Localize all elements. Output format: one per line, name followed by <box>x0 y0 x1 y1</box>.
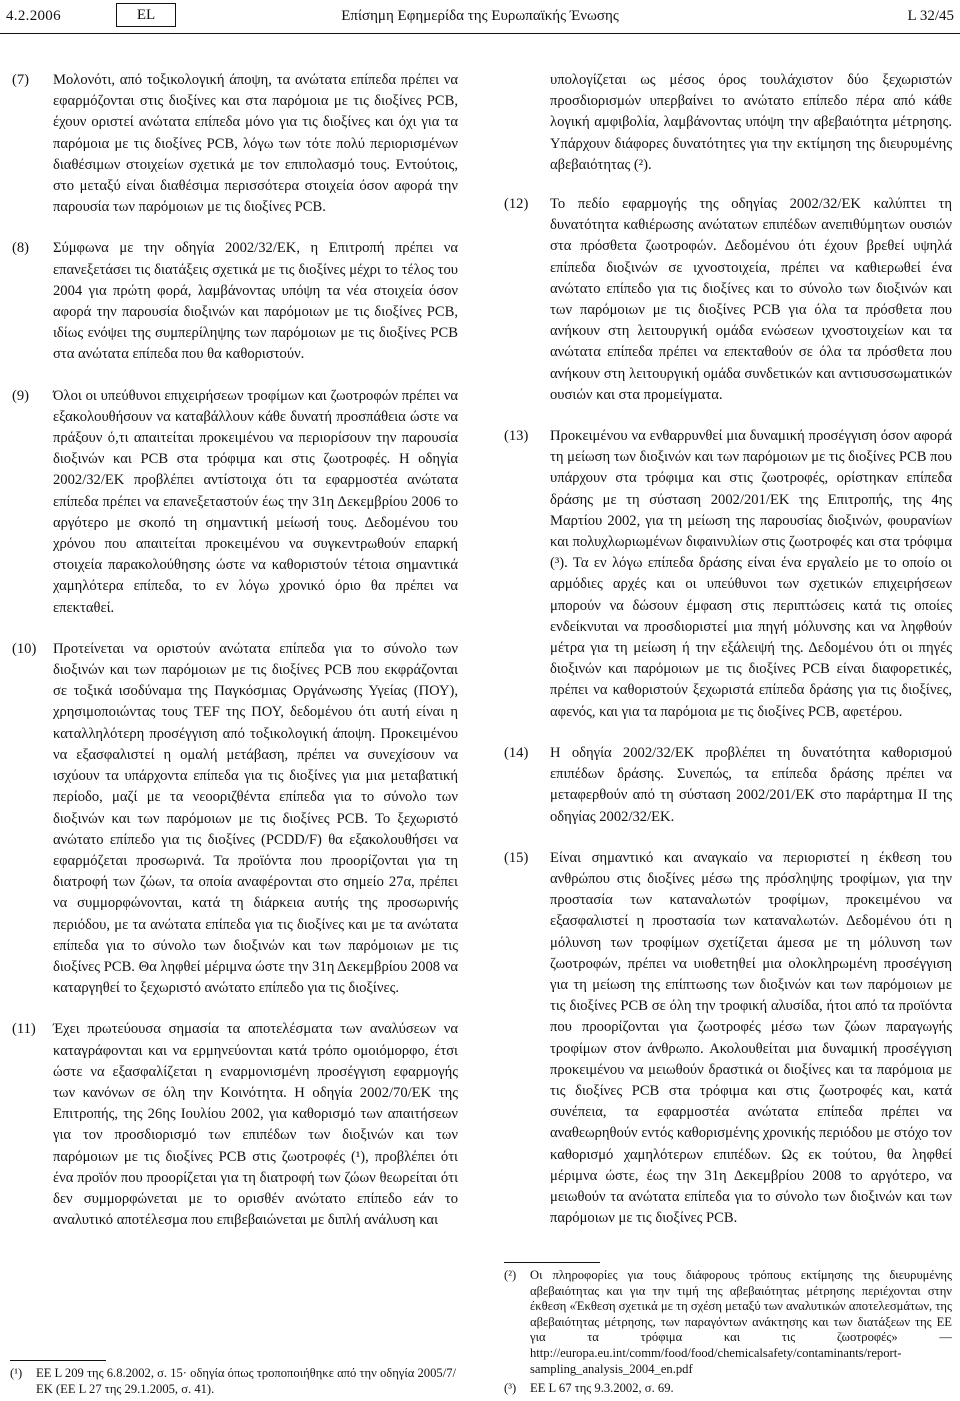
footnote-mark: (²) <box>504 1268 517 1282</box>
recital-text: Μολονότι, από τοξικολογική άποψη, τα ανώτατα επίπεδα πρέπει να εφαρμόζονται στις διοξίνες και στα παρόμοια με τις διοξίνες PCB, έχουν οριστεί ανώτατα επίπεδα μόνο για τις διοξίνες και όχι για τα παρόμοια με τις διοξίνες PCB, λόγω των τότε πολύ περιορισμένων διαθέσιμων στοιχείων σχετικά με τον επιπολασμό τους. Εντούτοις, στο μεταξύ είναι διαθέσιμα περισσότερα στοιχεία όσον αφορά την παρουσία των παρόμοιων με τις διοξίνες PCB. <box>53 72 458 216</box>
recital-15 <box>504 848 952 1230</box>
language-box: EL <box>116 3 176 27</box>
footnote-text: ΕΕ L 67 της 9.3.2002, σ. 69. <box>530 1381 674 1396</box>
recital-text: Είναι σημαντικό και αναγκαίο να περιοριστεί η έκθεση του ανθρώπου στις διοξίνες μέσω της πρόσληψης τροφίμων, για την προστασία των καταναλωτών τροφίμων, προκειμένου να εξασφαλιστεί η προστασία των καταναλωτών. Δεδομένου ότι η μόλυνση των τροφίμων σχετίζεται άμεσα με τη μόλυνση των ζωοτροφών, πρέπει να υιοθετηθεί μια ολοκληρωμένη προσέγγιση για τη μείωση της επίπτωσης των διοξινών και των παρόμοιων με τις διοξίνες PCB σε όλη την τροφική αλυσίδα, ήτοι από τα προϊόντα που προορίζονται για ζωοτροφές μέσω των ζώων παραγωγής τροφίμων στον άνθρωπο. Ακολουθείται μια δυναμική προσέγγιση προκειμένου να μειωθούν δραστικά οι διοξίνες και τα παρόμοια με τις διοξίνες PCB στα τρόφιμα και στις ζωοτροφές και, κατά συνέπεια, τα εφαρμοστέα ανώτατα επίπεδα πρέπει να αναθεωρηθούν εντός καθορισμένης χρονικής περιόδου με στόχο τον καθορισμό χαμηλότερων επιπέδων. Ως εκ τούτου, θα ληφθεί μέριμνα ώστε, έως την 31η Δεκεμβρίου 2008 το αργότερο, να μειωθούν τα ανώτατα επίπεδα για το σύνολο των διοξινών και των παρόμοιων με τις διοξίνες PCB. <box>550 849 952 1227</box>
page-header <box>0 0 960 40</box>
footnote-mark: (¹) <box>10 1366 23 1380</box>
footnote-text: ΕΕ L 209 της 6.8.2002, σ. 15· οδηγία όπως τροποποιήθηκε από την οδηγία 2005/7/ΕΚ (ΕΕ L 27 της 29.1.2005, σ. 41). <box>36 1366 456 1396</box>
recital-number: (9) <box>12 387 30 404</box>
recital-10 <box>12 639 458 999</box>
right-footnotes <box>504 1262 952 1401</box>
footnote-3 <box>504 1381 952 1397</box>
recital-14 <box>504 743 952 828</box>
recital-number: (13) <box>504 428 529 445</box>
journal-title: Επίσημη Εφημερίδα της Ευρωπαϊκής Ένωσης <box>341 8 619 24</box>
footnote-rule <box>10 1360 106 1361</box>
recital-number: (12) <box>504 196 529 213</box>
recital-11-continuation: υπολογίζεται ως μέσος όρος τουλάχιστον δύο ξεχωριστών προσδιορισμών υπερβαίνει το ανώτατο επίπεδο πέρα από κάθε λογική αμφιβολία, λαμβάνοντας υπόψη την αβεβαιότητα μέτρησης. Υπάρχουν διάφορες δυνατότητες για την εκτίμηση της διευρυμένης αβεβαιότητας (²). <box>550 72 952 173</box>
header-rule <box>0 33 960 34</box>
recital-number: (7) <box>12 72 30 88</box>
recital-7 <box>12 70 458 218</box>
recital-number: (11) <box>12 1021 36 1038</box>
recital-9 <box>12 386 458 619</box>
recital-text: Η οδηγία 2002/32/ΕΚ προβλέπει τη δυνατότητα καθορισμού επιπέδων δράσης. Συνεπώς, τα επίπεδα δράσης πρέπει να μεταφερθούν από τη σύσταση 2002/201/ΕΚ στο παράρτημα ΙΙ της οδηγίας 2002/32/ΕΚ. <box>550 744 952 825</box>
footnote-rule <box>504 1262 600 1263</box>
recital-13 <box>504 426 952 723</box>
recital-number: (8) <box>12 240 30 257</box>
recital-8 <box>12 238 458 365</box>
recital-text: Σύμφωνα με την οδηγία 2002/32/ΕΚ, η Επιτροπή πρέπει να επανεξετάσει τις διατάξεις σχετικά με τις διοξίνες μέχρι το τέλος του 2004 για πρώτη φορά, λαμβάνοντας υπόψη τα νέα στοιχεία όσον αφορά την παρουσία διοξινών και παρόμοιων με τις διοξίνες PCB, ιδίως ενόψει της συμπερίληψης των παρόμοιων με τις διοξίνες PCB στα ανώτατα επίπεδα που θα καθοριστούν. <box>53 240 458 363</box>
footnote-mark: (³) <box>504 1381 517 1396</box>
right-column <box>504 70 952 1249</box>
recital-text: Το πεδίο εφαρμογής της οδηγίας 2002/32/ΕΚ καλύπτει τη δυνατότητα καθιέρωσης ανώτατων επιπέδων ανεπιθύμητων ουσιών στα πρόσθετα ζωοτροφών. Δεδομένου ότι έχουν βρεθεί υψηλά επίπεδα διοξινών σε ιχνοστοιχεία, πρέπει να καθιερωθεί ένα ανώτατο επίπεδο για τις διοξίνες και το σύνολο των διοξινών και των παρόμοιων με τις διοξίνες PCB για όλα τα πρόσθετα που ανήκουν στη λειτουργική ομάδα ενώσεων ιχνοστοιχείων και τα ανώτατα επίπεδα πρέπει να επεκταθούν σε όλα τα πρόσθετα που ανήκουν στη λειτουργική ομάδα συνδετικών και αντισυσσωματικών ουσιών και στα προμείγματα. <box>550 196 952 403</box>
recital-text: Προκειμένου να ενθαρρυνθεί μια δυναμική προσέγγιση όσον αφορά τη μείωση των διοξινών και των παρόμοιων με τις διοξίνες PCB που υπάρχουν στα τρόφιμα και στις ζωοτροφές, ορίστηκαν επίπεδα δράσης με τη σύσταση 2002/201/ΕΚ της Επιτροπής, της 4ης Μαρτίου 2002, για τη μείωση της παρουσίας διοξινών, φουρανίων και πολυχλωριωμένων διφαινυλίων στις ζωοτροφές και στα τρόφιμα (³). Τα εν λόγω επίπεδα δράσης είναι ένα εργαλείο με το οποίο οι αρμόδιες αρχές και οι υπεύθυνοι των σχετικών επιχειρήσεων μπορούν να δώσουν έμφαση στις περιπτώσεις κατά τις οποίες ενδείκνυται να προσδιοριστεί μια πηγή μόλυνσης και να ληφθούν μέτρα για τη μείωση ή την εξάλειψή της. Δεδομένου ότι οι πηγές διοξινών και παρόμοιων με τις διοξίνες PCB είναι διαφορετικές, πρέπει να καθοριστούν ξεχωριστά επίπεδα δράσης για τις διοξίνες, αφενός, και για τα παρόμοια με τις διοξίνες PCB, αφετέρου. <box>550 428 952 720</box>
recital-12 <box>504 194 952 406</box>
footnote-2 <box>504 1268 952 1377</box>
left-column <box>12 70 458 1251</box>
recital-number: (10) <box>12 640 37 657</box>
left-footnotes <box>10 1360 456 1401</box>
footnote-text: Οι πληροφορίες για τους διάφορους τρόπους εκτίμησης της διευρυμένης αβεβαιότητας και για την τιμή της αβεβαιότητας μέτρησης περιέχονται στην έκθεση «Έκθεση σχετικά με τη σχέση μεταξύ των αναλυτικών αποτελεσμάτων, της αβεβαιότητας μέτρησης, των παραγόντων ανάκτησης και των διατάξεων της ΕΕ για τα τρόφιμα και τις ζωοτροφές» — http://europa.eu.int/comm/food/food/chemicalsafety/contaminants/report-sampling_analysis_2004_en.pdf <box>530 1268 952 1376</box>
publication-date: 4.2.2006 <box>6 8 61 24</box>
recital-number: (15) <box>504 849 529 866</box>
recital-number: (14) <box>504 744 529 761</box>
recital-11 <box>12 1019 458 1231</box>
recital-text: Όλοι οι υπεύθυνοι επιχειρήσεων τροφίμων και ζωοτροφών πρέπει να εξακολουθήσουν να καταβάλλουν κάθε δυνατή προσπάθεια ώστε να πράξουν ό,τι απαιτείται προκειμένου να περιορίσουν την παρουσία διοξινών και PCB στα τρόφιμα και στις ζωοτροφές. Η οδηγία 2002/32/ΕΚ προβλέπει αντίστοιχα ότι τα εφαρμοστέα ανώτατα επίπεδα πρέπει να επανεξεταστούν έως την 31η Δεκεμβρίου 2006 το αργότερο με σκοπό τη σημαντική μείωσή τους. Δεδομένου του χρόνου που απαιτείται προκειμένου να συγκεντρωθούν επαρκή στοιχεία παρακολούθησης ώστε να καθοριστούν τέτοια σημαντικά χαμηλότερα επίπεδα, το εν λόγω χρονικό όριο θα πρέπει να επεκταθεί. <box>53 387 458 616</box>
recital-text: Έχει πρωτεύουσα σημασία τα αποτελέσματα των αναλύσεων να καταγράφονται και να ερμηνεύονται κατά τρόπο ομοιόμορφο, έτσι ώστε να εξασφαλίζεται η εναρμονισμένη προσέγγιση εφαρμογής των κανόνων σε όλη την Κοινότητα. Η οδηγία 2002/70/ΕΚ της Επιτροπής, της 26ης Ιουλίου 2002, για καθορισμό των απαιτήσεων για τον προσδιορισμό των επιπέδων των διοξινών και των παρόμοιων με τις διοξίνες PCB στις ζωοτροφές (¹), προβλέπει ότι ένα προϊόν που προορίζεται για τη διατροφή των ζώων θεωρείται ότι δεν συμμορφώνεται με το ορισθέν ανώτατο επίπεδο εάν το αναλυτικό αποτέλεσμα που επιβεβαιώνεται με διπλή ανάλυση και <box>53 1021 458 1229</box>
page-reference: L 32/45 <box>907 8 954 24</box>
recital-text: Προτείνεται να οριστούν ανώτατα επίπεδα για το σύνολο των διοξινών και των παρόμοιων με τις διοξίνες PCB που εκφράζονται σε τοξικά ισοδύναμα της Παγκόσμιας Οργάνωσης Υγείας (ΠΟΥ), χρησιμοποιώντας τους TEF της ΠΟΥ, δεδομένου ότι αυτή είναι η καταλληλότερη προσέγγιση από τοξικολογική άποψη. Προκειμένου να εξασφαλιστεί η ομαλή μετάβαση, πρέπει να συνεχίσουν να ισχύουν τα υπάρχοντα επίπεδα για τις διοξίνες για μια μεταβατική περίοδο, μαζί με τα νεοοριζθέντα επίπεδα για το σύνολο των διοξινών και των παρόμοιων με τις διοξίνες PCB. Το ξεχωριστό ανώτατο επίπεδο για τις διοξίνες (PCDD/F) θα εξακολουθήσει να εφαρμόζεται προσωρινά. Τα προϊόντα που προορίζονται για τη διατροφή των ζώων, τα οποία αναφέρονται στο σημείο 27α, πρέπει να συμμορφώνονται, κατά τη διάρκεια αυτής της προσωρινής περιόδου, με τα ανώτατα επίπεδα για τις διοξίνες και με τα ανώτατα επίπεδα για το σύνολο των διοξινών και των παρόμοιων με τις διοξίνες PCB. Θα ληφθεί μέριμνα ώστε την 31η Δεκεμβρίου 2008 να καταργηθεί το ξεχωριστό ανώτατο επίπεδο για τις διοξίνες. <box>53 640 458 997</box>
